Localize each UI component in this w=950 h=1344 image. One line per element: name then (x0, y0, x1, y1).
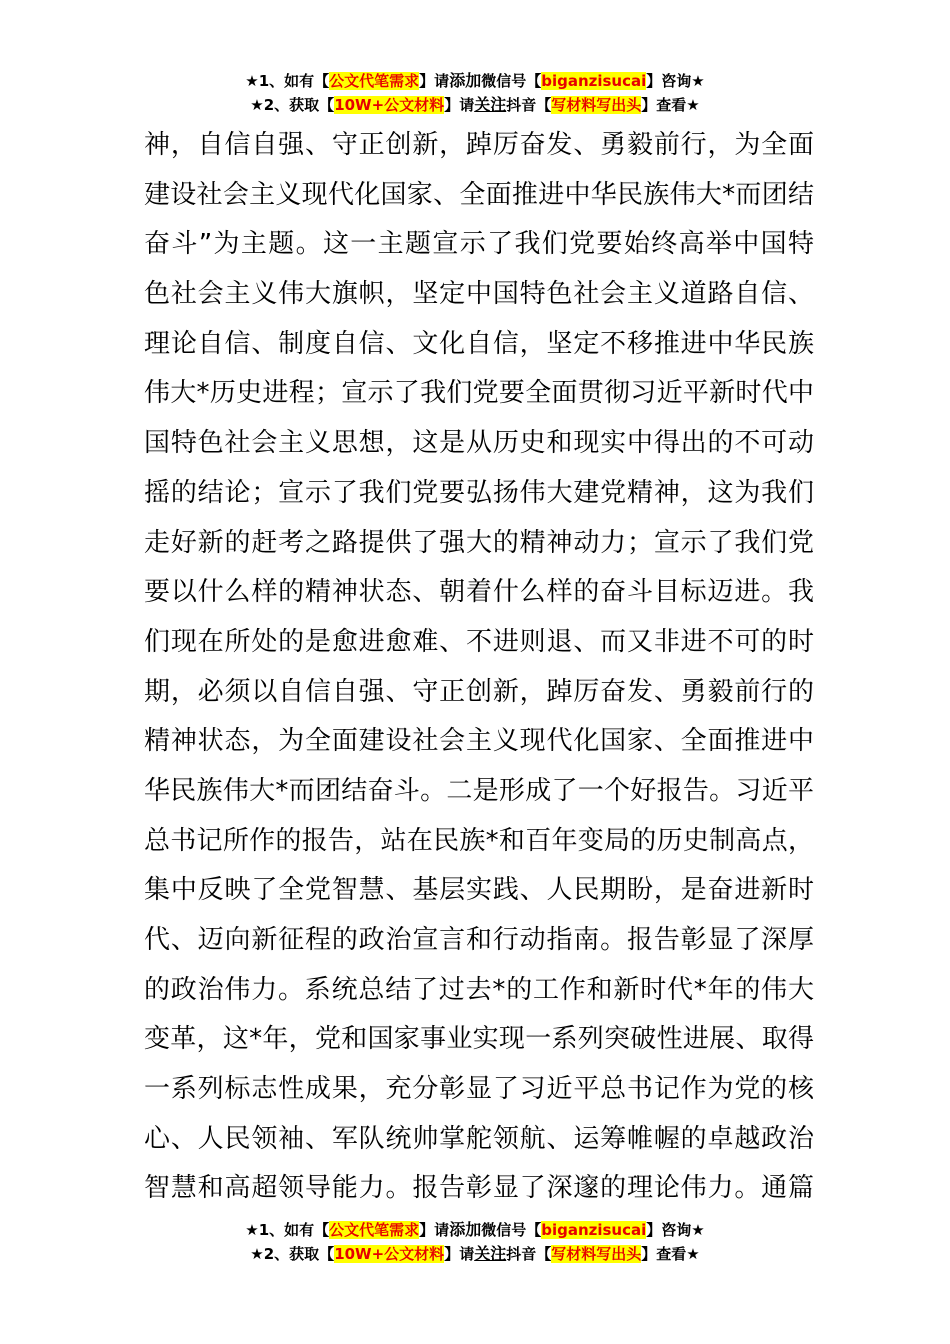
body-line: 集中反映了全党智慧、基层实践、人民期盼，是奋进新时 (144, 875, 814, 906)
body-line: 总书记所作的报告，站在民族*和百年变局的历史制高点， (144, 825, 814, 856)
body-line: 摇的结论；宣示了我们党要弘扬伟大建党精神，这为我们 (144, 477, 814, 508)
body-line: 代、迈向新征程的政治宣言和行动指南。报告彰显了深厚 (144, 925, 814, 955)
body-line: 变革，这*年，党和国家事业实现一系列突破性进展、取得 (144, 1024, 814, 1055)
highlight-service: 公文代笔需求 (329, 72, 420, 90)
body-line: 一系列标志性成果，充分彰显了习近平总书记作为党的核 (144, 1074, 814, 1105)
body-line: 要以什么样的精神状态、朝着什么样的奋斗目标迈进。我 (144, 577, 814, 608)
body-line: 们现在所处的是愈进愈难、不进则退、而又非进不可的时 (144, 626, 814, 657)
body-line: 的政治伟力。系统总结了过去*的工作和新时代*年的伟大 (144, 974, 814, 1005)
highlight-wechat-id: biganzisucai (541, 1221, 647, 1239)
promo-header (0, 69, 950, 117)
body-line: 华民族伟大*而团结奋斗。二是形成了一个好报告。习近平 (144, 775, 814, 806)
highlight-materials: 10W+公文材料 (334, 1245, 445, 1263)
promo-footer (0, 1218, 950, 1266)
body-line: 神，自信自强、守正创新，踔厉奋发、勇毅前行，为全面 (144, 130, 814, 160)
body-line: 国特色社会主义思想，这是从历史和现实中得出的不可动 (144, 428, 814, 459)
highlight-wechat-id: biganzisucai (541, 72, 647, 90)
body-line: 心、人民领袖、军队统帅掌舵领航、运筹帷幄的卓越政治 (144, 1123, 814, 1154)
body-line: 奋斗”为主题。这一主题宣示了我们党要始终高举中国特 (144, 229, 814, 260)
highlight-douyin-account: 写材料写出头 (551, 96, 642, 114)
highlight-materials: 10W+公文材料 (334, 96, 445, 114)
promo-line-1: ★1、如有【公文代笔需求】请添加微信号【biganzisucai】咨询★ (245, 1220, 705, 1239)
promo-line-2: ★2、获取【10W+公文材料】请关注抖音【写材料写出头】查看★ (250, 1244, 700, 1263)
body-line: 色社会主义伟大旗帜，坚定中国特色社会主义道路自信、 (144, 279, 814, 310)
body-line: 精神状态，为全面建设社会主义现代化国家、全面推进中 (144, 726, 814, 757)
body-line: 走好新的赶考之路提供了强大的精神动力；宣示了我们党 (144, 527, 814, 558)
body-line: 建设社会主义现代化国家、全面推进中华民族伟大*而团结 (144, 179, 814, 210)
promo-line-1: ★1、如有【公文代笔需求】请添加微信号【biganzisucai】咨询★ (245, 71, 705, 90)
body-line: 理论自信、制度自信、文化自信，坚定不移推进中华民族 (144, 328, 814, 359)
highlight-service: 公文代笔需求 (329, 1221, 420, 1239)
body-text (144, 121, 814, 1214)
body-line: 期，必须以自信自强、守正创新，踔厉奋发、勇毅前行的 (144, 676, 814, 707)
promo-line-2: ★2、获取【10W+公文材料】请关注抖音【写材料写出头】查看★ (250, 95, 700, 114)
highlight-douyin-account: 写材料写出头 (551, 1245, 642, 1263)
body-line: 智慧和高超领导能力。报告彰显了深邃的理论伟力。通篇 (144, 1173, 814, 1204)
body-line: 伟大*历史进程；宣示了我们党要全面贯彻习近平新时代中 (144, 378, 814, 409)
